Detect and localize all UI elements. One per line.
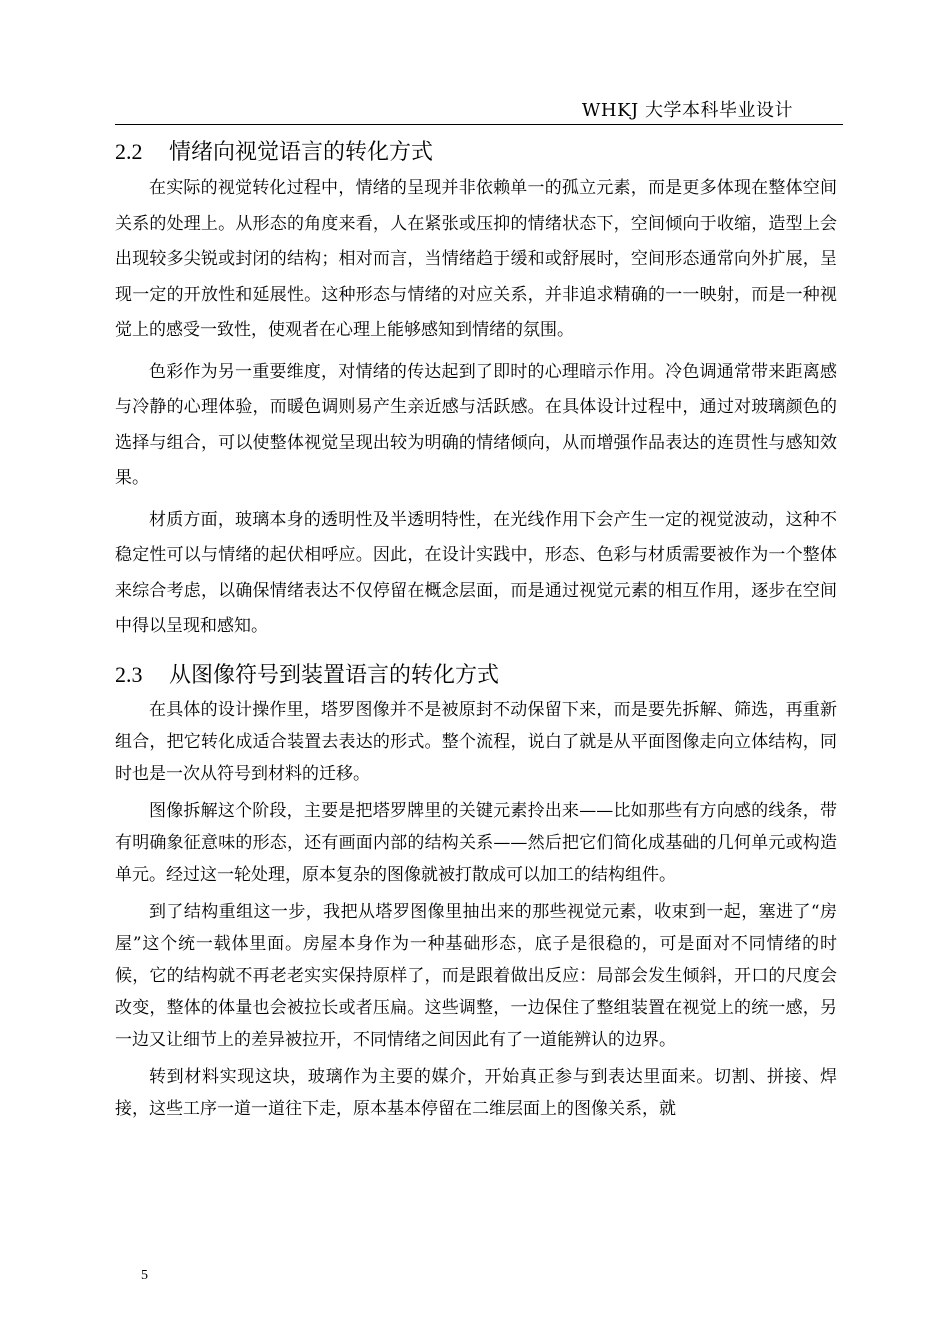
paragraph: 材质方面，玻璃本身的透明性及半透明特性，在光线作用下会产生一定的视觉波动，这种不稳定性可以与情绪的起伏相呼应。因此，在设计实践中，形态、色彩与材质需要被作为一个整体来综合考虑，以确保情绪表达不仅停留在概念层面，而是通过视觉元素的相互作用，逐步在空间中得以呈现和感知。 [115, 509, 837, 636]
section-body-2-3 [115, 694, 837, 1125]
paragraph: 转到材料实现这块，玻璃作为主要的媒介，开始真正参与到表达里面来。切割、拼接、焊接，这些工序一道一道往下走，原本基本停留在二维层面上的图像关系，就 [115, 1066, 837, 1119]
section-title: 情绪向视觉语言的转化方式 [169, 140, 434, 165]
paragraph: 图像拆解这个阶段，主要是把塔罗牌里的关键元素拎出来——比如那些有方向感的线条，带有明确象征意味的形态，还有画面内部的结构关系——然后把它们简化成基础的几何单元或构造单元。经过这一轮处理，原本复杂的图像就被打散成可以加工的结构组件。 [115, 800, 837, 885]
paragraph: 在具体的设计操作里，塔罗图像并不是被原封不动保留下来，而是要先拆解、筛选，再重新组合，把它转化成适合装置去表达的形式。整个流程，说白了就是从平面图像走向立体结构，同时也是一次从符号到材料的迁移。 [115, 699, 837, 784]
page-header [115, 94, 843, 125]
paragraph: 到了结构重组这一步，我把从塔罗图像里抽出来的那些视觉元素，收束到一起，塞进了“房屋”这个统一载体里面。房屋本身作为一种基础形态，底子是很稳的，可是面对不同情绪的时候，它的结构就不再老老实实保持原样了，而是跟着做出反应：局部会发生倾斜，开口的尺度会改变，整体的体量也会被拉长或者压扁。这些调整，一边保住了整组装置在视觉上的统一感，另一边又让细节上的差异被拉开，不同情绪之间因此有了一道能辨认的边界。 [115, 901, 837, 1050]
section-heading-2-2 [115, 134, 837, 171]
section-number: 2.2 [115, 139, 143, 164]
page-number: 5 [141, 1268, 148, 1283]
section-number: 2.3 [115, 661, 143, 687]
header-title: WHKJ 大学本科毕业设计 [581, 100, 793, 121]
paragraph: 色彩作为另一重要维度，对情绪的传达起到了即时的心理暗示作用。冷色调通常带来距离感与冷静的心理体验，而暖色调则易产生亲近感与活跃感。在具体设计过程中，通过对玻璃颜色的选择与组合，可以使整体视觉呈现出较为明确的情绪倾向，从而增强作品表达的连贯性与感知效果。 [115, 361, 837, 488]
page-content [115, 132, 837, 1125]
section-title: 从图像符号到装置语言的转化方式 [169, 662, 500, 688]
section-heading-2-3 [115, 657, 837, 694]
section-body-2-2 [115, 171, 837, 645]
paragraph: 在实际的视觉转化过程中，情绪的呈现并非依赖单一的孤立元素，而是更多体现在整体空间关系的处理上。从形态的角度来看，人在紧张或压抑的情绪状态下，空间倾向于收缩，造型上会出现较多尖锐或封闭的结构；相对而言，当情绪趋于缓和或舒展时，空间形态通常向外扩展，呈现一定的开放性和延展性。这种形态与情绪的对应关系，并非追求精确的一一映射，而是一种视觉上的感受一致性，使观者在心理上能够感知到情绪的氛围。 [115, 178, 837, 340]
